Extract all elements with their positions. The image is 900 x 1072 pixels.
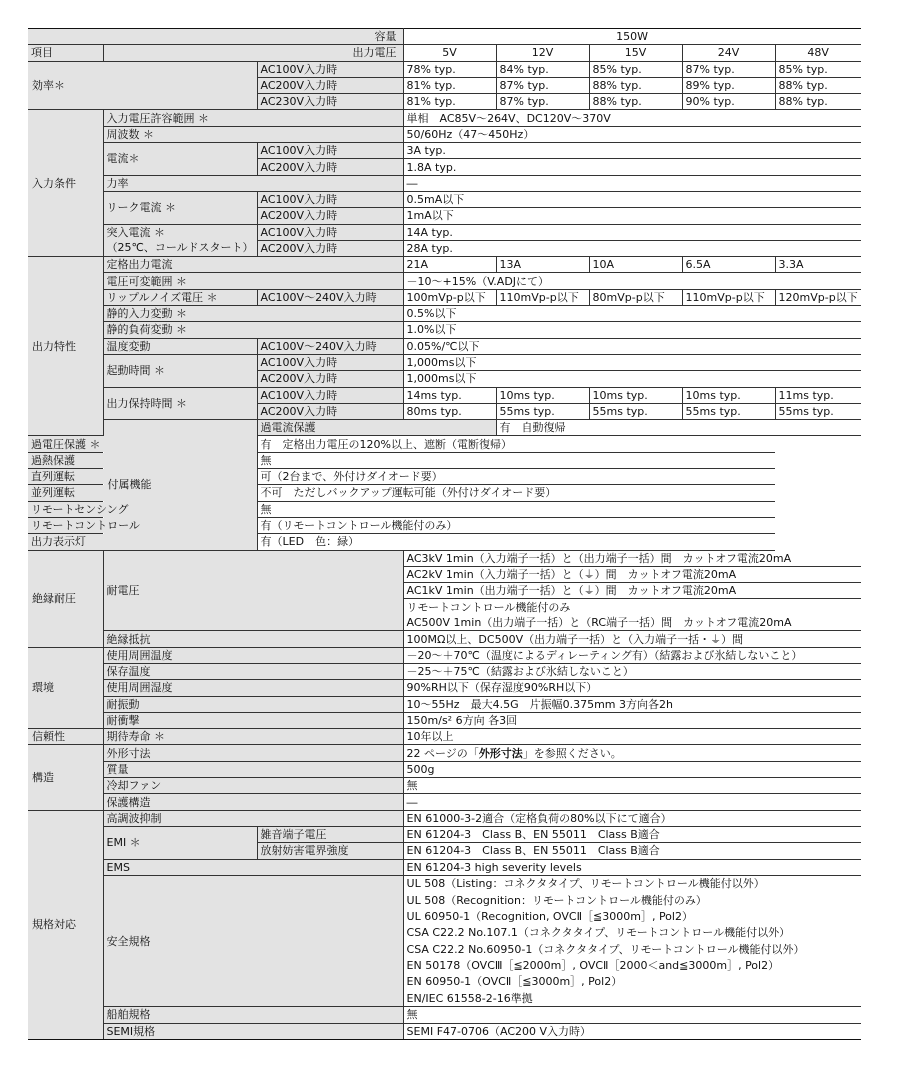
item-label: 過電流保護 <box>257 420 496 436</box>
efficiency-value: 88% typ. <box>589 94 682 110</box>
group-functions: 付属機能 <box>103 420 257 550</box>
item-value: EN 60950-1（OVCⅡ［≦3000m］, Pol2） <box>403 974 861 990</box>
item-value: 14A typ. <box>403 224 861 240</box>
item-label: 使用周囲温度 <box>103 647 403 663</box>
efficiency-value: 78% typ. <box>403 61 496 77</box>
item-value: －25～＋75℃（結露および氷結しないこと） <box>403 663 861 679</box>
item-value: 6.5A <box>682 257 775 273</box>
efficiency-value: 88% typ. <box>589 77 682 93</box>
item-value: ― <box>403 794 861 810</box>
dimensions-ref-post: 」を参照ください。 <box>522 746 622 760</box>
function-row <box>28 501 861 517</box>
item-value: 55ms typ. <box>496 403 589 419</box>
output-voltage-header-label: 出力電圧 <box>103 45 403 61</box>
input-leakage-row <box>28 191 861 207</box>
item-label: 高調波抑制 <box>103 810 403 826</box>
voltage-5v: 5V <box>403 45 496 61</box>
group-environment: 環境 <box>28 647 103 728</box>
group-reliability: 信頼性 <box>28 729 103 745</box>
item-value: 不可 ただしバックアップ運転可能（外付けダイオード要） <box>257 485 775 501</box>
efficiency-value: 87% typ. <box>496 94 589 110</box>
input-voltage-range-row <box>28 110 861 126</box>
function-row <box>28 469 861 485</box>
item-value: EN 61000-3-2適合（定格負荷の80%以下にて適合） <box>403 810 861 826</box>
withstand-line: AC500V 1min（出力端子一括）と（RC端子一括）間 カットオフ電流20mA <box>406 615 792 629</box>
construction-row <box>28 778 861 794</box>
item-value: 1.8A typ. <box>403 159 861 175</box>
inrush-label-line: 突入電流 ＊ <box>106 226 165 240</box>
item-label: 静的負荷変動 ＊ <box>103 322 403 338</box>
item-value: 80ms typ. <box>403 403 496 419</box>
item-value <box>403 599 861 631</box>
item-label: 保存温度 <box>103 663 403 679</box>
condition-label: 雑音端子電圧 <box>257 826 403 842</box>
efficiency-value: 81% typ. <box>403 77 496 93</box>
item-value: UL 508（Listing：コネクタタイプ、リモートコントロール機能付以外） <box>403 875 861 892</box>
function-row <box>28 420 861 436</box>
item-value: 1.0%以下 <box>403 322 861 338</box>
item-label: 船舶規格 <box>103 1007 403 1023</box>
group-input: 入力条件 <box>28 110 103 257</box>
withstand-line: リモートコントロール機能付のみ <box>406 600 571 614</box>
condition-label: AC100V～240V入力時 <box>257 289 403 305</box>
item-value: 50/60Hz（47～450Hz） <box>403 126 861 142</box>
output-voltage-adj-row <box>28 273 861 289</box>
function-row <box>28 452 861 468</box>
item-value: 11ms typ. <box>775 387 861 403</box>
item-value: 有 自動復帰 <box>496 420 861 436</box>
output-static-input-row <box>28 306 861 322</box>
function-row <box>28 534 861 550</box>
input-frequency-row <box>28 126 861 142</box>
group-insulation: 絶縁耐圧 <box>28 550 103 647</box>
reliability-row <box>28 729 861 745</box>
function-row <box>28 485 861 501</box>
item-value: 1,000ms以下 <box>403 354 861 370</box>
item-label: 耐振動 <box>103 696 403 712</box>
item-value: 21A <box>403 257 496 273</box>
item-value: EN 61204-3 Class B、EN 55011 Class B適合 <box>403 843 861 859</box>
efficiency-value: 87% typ. <box>496 77 589 93</box>
item-label: リモートセンシング <box>28 501 257 517</box>
environment-row <box>28 680 861 696</box>
item-value: CSA C22.2 No.107.1（コネクタタイプ、リモートコントロール機能付以外） <box>403 925 861 941</box>
item-label: 力率 <box>103 175 403 191</box>
efficiency-value: 85% typ. <box>775 61 861 77</box>
item-value: 55ms typ. <box>589 403 682 419</box>
item-value: CSA C22.2 No.60950-1（コネクタタイプ、リモートコントロール機能付以外） <box>403 941 861 957</box>
item-label: 入力電圧許容範囲 ＊ <box>103 110 403 126</box>
item-label: 過電圧保護 ＊ <box>28 436 257 452</box>
item-value: 80mVp-p以下 <box>589 289 682 305</box>
condition-label: AC100V入力時 <box>257 143 403 159</box>
item-label: 電流＊ <box>103 143 257 176</box>
item-value: 55ms typ. <box>775 403 861 419</box>
item-value: AC3kV 1min（入力端子一括）と（出力端子一括）間 カットオフ電流20mA <box>403 550 861 566</box>
item-label: 温度変動 <box>103 338 257 354</box>
item-value: 3.3A <box>775 257 861 273</box>
standards-row <box>28 810 861 826</box>
condition-label: AC200V入力時 <box>257 371 403 387</box>
environment-row <box>28 696 861 712</box>
output-ripple-row <box>28 289 861 305</box>
item-value: 有（LED 色：緑） <box>257 534 775 550</box>
item-value: 10A <box>589 257 682 273</box>
item-label: SEMI規格 <box>103 1023 403 1039</box>
efficiency-row <box>28 61 861 77</box>
item-label: リーク電流 ＊ <box>103 191 257 224</box>
item-value: 0.05%/℃以下 <box>403 338 861 354</box>
output-temp-row <box>28 338 861 354</box>
item-label: EMI ＊ <box>103 826 257 859</box>
item-value: 100MΩ以上、DC500V（出力端子一括）と（入力端子一括・⏚）間 <box>403 631 861 647</box>
construction-row <box>28 794 861 810</box>
item-value: 100mVp-p以下 <box>403 289 496 305</box>
item-value: －20～＋70℃（温度によるディレーティング有）（結露および氷結しないこと） <box>403 647 861 663</box>
item-label: リップルノイズ電圧 ＊ <box>103 289 257 305</box>
item-value: 13A <box>496 257 589 273</box>
item-label: 定格出力電流 <box>103 257 403 273</box>
condition-label: AC200V入力時 <box>257 77 403 93</box>
item-value: 有 定格出力電圧の120%以上、遮断（電断復帰） <box>257 436 775 452</box>
item-value: 10年以上 <box>403 729 861 745</box>
item-value: 0.5%以下 <box>403 306 861 322</box>
function-row <box>28 517 861 533</box>
condition-label: AC200V入力時 <box>257 403 403 419</box>
standards-row <box>28 859 861 875</box>
efficiency-value: 89% typ. <box>682 77 775 93</box>
condition-label: AC230V入力時 <box>257 94 403 110</box>
item-label: 安全規格 <box>103 875 403 1006</box>
item-label: 冷却ファン <box>103 778 403 794</box>
input-power-factor-row <box>28 175 861 191</box>
item-value: UL 508（Recognition：リモートコントロール機能付のみ） <box>403 892 861 908</box>
item-value: EN 50178（OVCⅢ［≦2000m］, OVCⅡ［2000＜and≦3000m］, Pol2） <box>403 957 861 973</box>
efficiency-value: 90% typ. <box>682 94 775 110</box>
input-inrush-row <box>28 224 861 240</box>
dimensions-ref-pre: 22 ページの「 <box>406 746 479 760</box>
condition-label: AC100V入力時 <box>257 387 403 403</box>
condition-label: AC100V入力時 <box>257 354 403 370</box>
environment-row <box>28 647 861 663</box>
item-value: 単相 AC85V～264V、DC120V～370V <box>403 110 861 126</box>
item-value: 500g <box>403 761 861 777</box>
voltage-15v: 15V <box>589 45 682 61</box>
environment-row <box>28 712 861 728</box>
item-value: ― <box>403 175 861 191</box>
efficiency-value: 88% typ. <box>775 94 861 110</box>
item-value: AC2kV 1min（入力端子一括）と（⏚）間 カットオフ電流20mA <box>403 566 861 582</box>
voltage-48v: 48V <box>775 45 861 61</box>
condition-label: AC100V入力時 <box>257 224 403 240</box>
item-value: 10ms typ. <box>682 387 775 403</box>
item-label: 使用周囲湿度 <box>103 680 403 696</box>
efficiency-value: 81% typ. <box>403 94 496 110</box>
environment-row <box>28 663 861 679</box>
item-value: 10～55Hz 最大4.5G 片振幅0.375mm 3方向各2h <box>403 696 861 712</box>
output-rated-current-row <box>28 257 861 273</box>
item-value: 有（リモートコントロール機能付のみ） <box>257 517 775 533</box>
capacity-header-label: 容量 <box>28 29 403 45</box>
item-value: －10～+15%（V.ADJにて） <box>403 273 861 289</box>
item-value: 150m/s² 6方向 各3回 <box>403 712 861 728</box>
item-header-label: 項目 <box>28 45 103 61</box>
item-label: 周波数 ＊ <box>103 126 403 142</box>
item-value: 0.5mA以下 <box>403 191 861 207</box>
item-label: 電圧可変範囲 ＊ <box>103 273 403 289</box>
standards-row <box>28 826 861 842</box>
condition-label: AC200V入力時 <box>257 208 403 224</box>
efficiency-value: 87% typ. <box>682 61 775 77</box>
item-label: 出力保持時間 ＊ <box>103 387 257 420</box>
header-row-capacity <box>28 29 861 45</box>
item-value: 110mVp-p以下 <box>682 289 775 305</box>
item-label: 耐衝撃 <box>103 712 403 728</box>
condition-label: AC200V入力時 <box>257 240 403 256</box>
item-label: 期待寿命 ＊ <box>103 729 403 745</box>
voltage-24v: 24V <box>682 45 775 61</box>
item-label: 静的入力変動 ＊ <box>103 306 403 322</box>
insulation-resistance-row <box>28 631 861 647</box>
function-row <box>28 436 861 452</box>
group-standards: 規格対応 <box>28 810 103 1039</box>
item-value: UL 60950-1（Recognition, OVCⅡ［≦3000m］, Pol2） <box>403 908 861 924</box>
item-value: EN 61204-3 high severity levels <box>403 859 861 875</box>
condition-label: 放射妨害電界強度 <box>257 843 403 859</box>
spec-table <box>28 28 861 1040</box>
item-label: 外形寸法 <box>103 745 403 761</box>
standards-row <box>28 1023 861 1039</box>
item-value: EN/IEC 61558-2-16準拠 <box>403 990 861 1007</box>
item-value: 3A typ. <box>403 143 861 159</box>
item-label: 過熱保護 <box>28 452 257 468</box>
item-value: 55ms typ. <box>682 403 775 419</box>
item-value: 120mVp-p以下 <box>775 289 861 305</box>
item-label: 出力表示灯 <box>28 534 257 550</box>
standards-row <box>28 1007 861 1023</box>
item-label: 耐電圧 <box>103 550 403 631</box>
header-row-voltage <box>28 45 861 61</box>
item-value: 1,000ms以下 <box>403 371 861 387</box>
output-holdup-row <box>28 387 861 403</box>
input-current-row <box>28 143 861 159</box>
output-static-load-row <box>28 322 861 338</box>
item-value: 110mVp-p以下 <box>496 289 589 305</box>
item-label: 保護構造 <box>103 794 403 810</box>
condition-label: AC100V～240V入力時 <box>257 338 403 354</box>
item-label: 絶縁抵抗 <box>103 631 403 647</box>
item-value: 10ms typ. <box>589 387 682 403</box>
item-value: 無 <box>257 452 775 468</box>
item-label: EMS <box>103 859 403 875</box>
item-value: SEMI F47-0706（AC200 V入力時） <box>403 1023 861 1039</box>
insulation-withstand-row <box>28 550 861 566</box>
item-label: 質量 <box>103 761 403 777</box>
item-value: AC1kV 1min（出力端子一括）と（⏚）間 カットオフ電流20mA <box>403 583 861 599</box>
item-value: 28A typ. <box>403 240 861 256</box>
item-value: EN 61204-3 Class B、EN 55011 Class B適合 <box>403 826 861 842</box>
item-value: 無 <box>403 1007 861 1023</box>
item-label: 直列運転 <box>28 469 257 485</box>
condition-label: AC100V入力時 <box>257 61 403 77</box>
standards-row <box>28 875 861 892</box>
item-value: 1mA以下 <box>403 208 861 224</box>
group-efficiency: 効率＊ <box>28 61 257 110</box>
condition-label: AC100V入力時 <box>257 191 403 207</box>
item-value: 無 <box>257 501 775 517</box>
group-output: 出力特性 <box>28 257 103 436</box>
output-startup-row <box>28 354 861 370</box>
item-value: 可（2台まで、外付けダイオード要） <box>257 469 775 485</box>
item-value: 90%RH以下（保存湿度90%RH以下） <box>403 680 861 696</box>
item-label <box>103 224 257 257</box>
item-label: リモートコントロール <box>28 517 257 533</box>
item-value <box>403 745 861 761</box>
inrush-label-line: （25℃、コールドスタート） <box>106 241 254 255</box>
item-value: 14ms typ. <box>403 387 496 403</box>
condition-label: AC200V入力時 <box>257 159 403 175</box>
group-construction: 構造 <box>28 745 103 810</box>
construction-row <box>28 745 861 761</box>
efficiency-value: 84% typ. <box>496 61 589 77</box>
item-value: 10ms typ. <box>496 387 589 403</box>
capacity-value: 150W <box>403 29 861 45</box>
dimensions-ref-link: 外形寸法 <box>478 746 523 760</box>
item-value: 無 <box>403 778 861 794</box>
efficiency-value: 85% typ. <box>589 61 682 77</box>
item-label: 並列運転 <box>28 485 257 501</box>
item-label: 起動時間 ＊ <box>103 354 257 387</box>
efficiency-value: 88% typ. <box>775 77 861 93</box>
construction-row <box>28 761 861 777</box>
voltage-12v: 12V <box>496 45 589 61</box>
